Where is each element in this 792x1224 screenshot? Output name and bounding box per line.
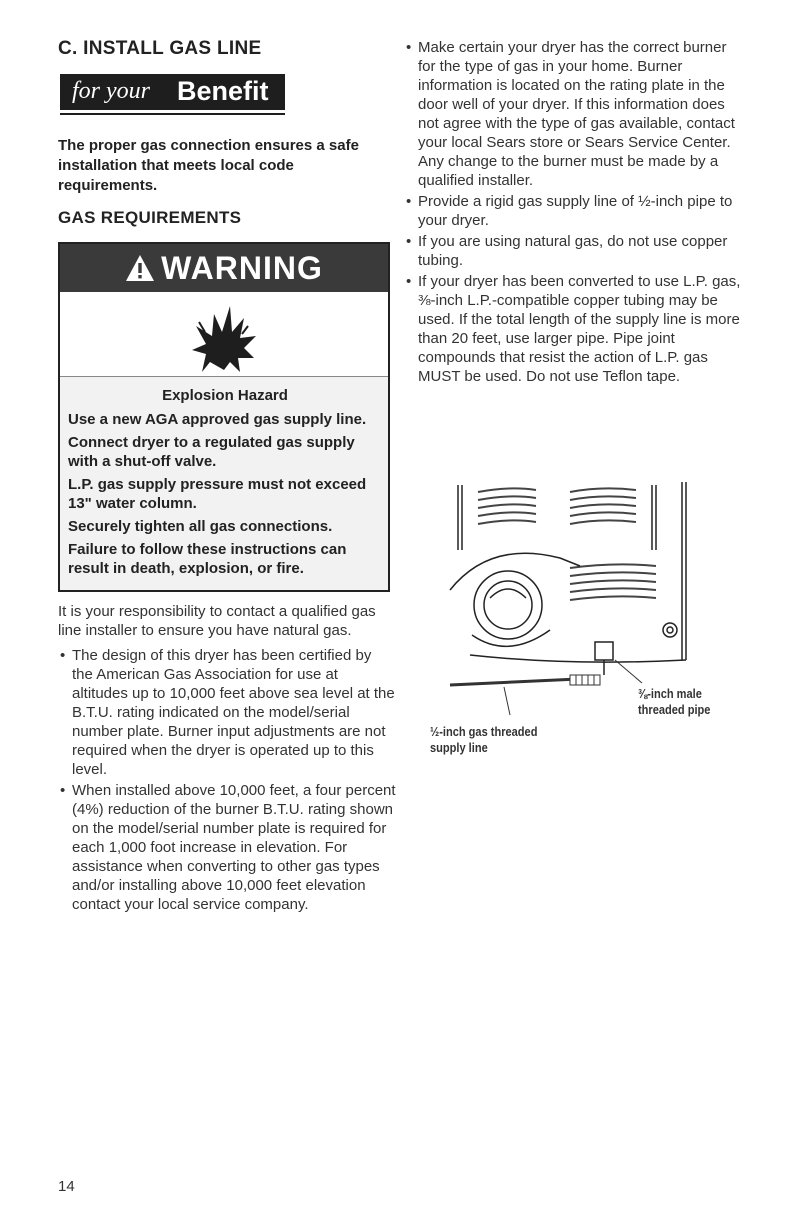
warning-header — [60, 244, 388, 292]
warning-triangle-icon — [125, 247, 155, 295]
warning-line: Connect dryer to a regulated gas supply with a shut-off valve. — [68, 434, 355, 470]
for-your-benefit-banner — [60, 74, 285, 110]
left-bullet-list — [58, 646, 396, 914]
bullet-text: Provide a rigid gas supply line of ½-inch pipe to your dryer. — [418, 193, 733, 229]
supply-line-label — [430, 724, 537, 756]
warning-box — [58, 242, 390, 592]
threaded-pipe-label-line-1: ⅜-inch male — [638, 686, 702, 701]
banner-underline — [60, 113, 285, 115]
warning-line: Use a new AGA approved gas supply line. — [68, 411, 367, 428]
bullet-text: When installed above 10,000 feet, a four percent (4%) reduction of the burner B.T.U. rating shown on the model/serial number plate is required for each 1,000 foot increase in elevation. For assistance when converting to other gas types and/or installing above 10,000 feet elevation contact your local service company. — [72, 782, 396, 913]
warning-header-text: WARNING — [161, 250, 323, 286]
list-item — [404, 38, 744, 190]
list-item — [404, 232, 744, 270]
bullet-text: If your dryer has been converted to use L.P. gas, ⅜-inch L.P.-compatible copper tubing may be used. If the total length of the supply line is more than 20 feet, use larger pipe. Pipe joint compounds that resist the action of L.P. gas MUST be used. Do not use Teflon tape. — [418, 273, 741, 385]
benefit-word: Benefit — [177, 76, 269, 106]
list-item — [404, 272, 744, 386]
section-title: C. INSTALL GAS LINE — [58, 38, 262, 59]
warning-line: L.P. gas supply pressure must not exceed 13" water column. — [68, 476, 367, 512]
explosion-icon — [60, 292, 388, 377]
bullet-text: If you are using natural gas, do not use copper tubing. — [418, 233, 728, 269]
warning-body — [60, 377, 388, 590]
supply-line-label-line-2: supply line — [430, 740, 488, 755]
warning-line: Failure to follow these instructions can result in death, explosion, or fire. — [68, 541, 347, 577]
left-column — [58, 38, 396, 916]
bullet-icon: • — [406, 273, 412, 290]
list-item — [404, 192, 744, 230]
list-item — [58, 781, 396, 914]
bullet-icon: • — [60, 782, 66, 799]
threaded-pipe-label — [638, 686, 710, 718]
gas-requirements-heading: GAS REQUIREMENTS — [58, 208, 242, 227]
gas-connection-diagram — [430, 470, 760, 770]
bullet-icon: • — [60, 647, 66, 664]
bullet-text: Make certain your dryer has the correct burner for the type of gas in your home. Burner information is located on the rating plate in the door well of your dryer. If this information does not agree with the type of gas available, contact your local Sears store or Sears Service Center. Any change to the burner must be made by a qualified installer. — [418, 39, 735, 189]
page-number: 14 — [58, 1178, 75, 1195]
benefit-for-text: for your — [72, 78, 150, 104]
supply-line-label-line-1: ½-inch gas threaded — [430, 724, 538, 739]
lead-paragraph: The proper gas connection ensures a safe installation that meets local code requirements. — [58, 137, 359, 194]
bullet-icon: • — [406, 193, 412, 210]
right-bullet-list — [404, 38, 744, 386]
warning-line: Securely tighten all gas connections. — [68, 518, 333, 535]
bullet-text: The design of this dryer has been certified by the American Gas Association for use at altitudes up to 10,000 feet above sea level at the B.T.U. rating indicated on the model/serial number plate. Burner input adjustments are not required when the dryer is operated up to this level. — [72, 647, 395, 778]
right-column — [404, 38, 744, 388]
threaded-pipe-label-line-2: threaded pipe — [638, 702, 711, 717]
list-item — [58, 646, 396, 779]
responsibility-paragraph: It is your responsibility to contact a qualified gas line installer to ensure you have natural gas. — [58, 603, 376, 639]
bullet-icon: • — [406, 233, 412, 250]
hazard-title: Explosion Hazard — [162, 387, 288, 404]
bullet-icon: • — [406, 39, 412, 56]
